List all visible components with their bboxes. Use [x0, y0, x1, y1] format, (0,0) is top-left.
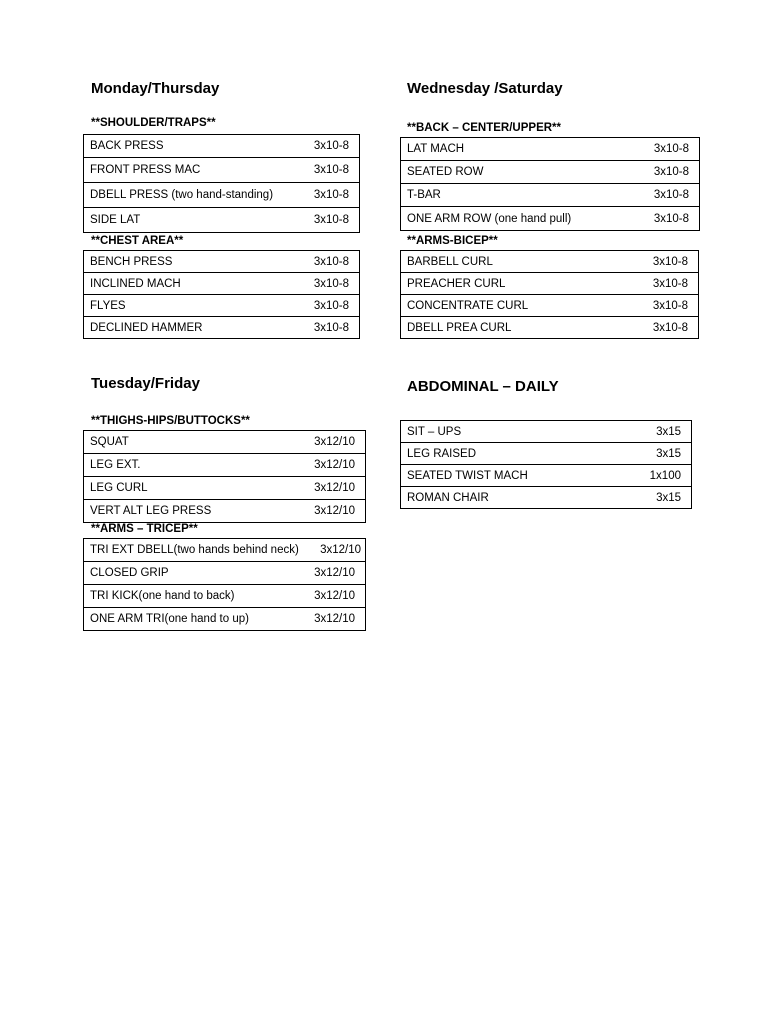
wednesday-saturday-title: Wednesday /Saturday [407, 80, 563, 97]
abdominal-daily-title: ABDOMINAL – DAILY [407, 378, 559, 395]
exercise-sets: 3x12/10 [314, 567, 355, 579]
exercise-name: FRONT PRESS MAC [90, 164, 201, 176]
exercise-sets: 3x15 [656, 447, 681, 460]
tuesday-friday-title: Tuesday/Friday [91, 375, 200, 392]
exercise-name: DBELL PRESS (two hand-standing) [90, 189, 274, 201]
exercise-name: ROMAN CHAIR [407, 491, 489, 504]
shoulder-traps-table [83, 134, 360, 233]
exercise-sets: 3x12/10 [314, 459, 355, 471]
exercise-name: BACK PRESS [90, 140, 164, 152]
exercise-sets: 3x10-8 [652, 299, 688, 312]
exercise-name: SIDE LAT [90, 214, 141, 226]
exercise-name: BENCH PRESS [90, 255, 173, 268]
table-row [84, 273, 360, 295]
exercise-sets: 3x10-8 [313, 164, 349, 176]
table-row [401, 317, 699, 339]
exercise-name: T-BAR [407, 189, 441, 201]
back-center-upper-label: **BACK – CENTER/UPPER** [407, 122, 562, 134]
thighs-hips-buttocks-label: **THIGHS-HIPS/BUTTOCKS** [91, 415, 250, 427]
exercise-name: ONE ARM ROW (one hand pull) [407, 212, 572, 225]
back-center-upper-table [400, 137, 700, 231]
exercise-sets: 3x12/10 [314, 590, 355, 602]
exercise-name: TRI EXT DBELL(two hands behind neck) [90, 544, 299, 556]
exercise-sets: 3x10-8 [313, 140, 349, 152]
arms-bicep-label: **ARMS-BICEP** [407, 235, 498, 247]
table-row [84, 585, 366, 608]
exercise-sets: 3x12/10 [314, 482, 355, 494]
exercise-name: INCLINED MACH [90, 277, 181, 290]
table-row [401, 251, 699, 273]
exercise-sets: 3x15 [656, 491, 681, 504]
table-row [84, 431, 366, 454]
exercise-sets: 3x12/10 [314, 436, 355, 448]
exercise-sets: 1x100 [649, 469, 681, 482]
exercise-name: CLOSED GRIP [90, 567, 169, 579]
table-row [84, 208, 360, 233]
arms-bicep-table [400, 250, 699, 339]
exercise-sets: 3x12/10 [314, 613, 355, 625]
exercise-name: SIT – UPS [407, 425, 462, 438]
table-row [84, 477, 366, 500]
exercise-sets: 3x12/10 [320, 544, 361, 556]
table-row [84, 158, 360, 183]
exercise-sets: 3x10-8 [313, 255, 349, 268]
table-row [401, 421, 692, 443]
shoulder-traps-label: **SHOULDER/TRAPS** [91, 117, 216, 129]
exercise-name: SEATED TWIST MACH [407, 469, 528, 482]
arms-tricep-table [83, 538, 366, 631]
exercise-sets: 3x10-8 [653, 166, 689, 178]
table-row [401, 273, 699, 295]
exercise-sets: 3x10-8 [652, 277, 688, 290]
exercise-sets: 3x12/10 [314, 505, 355, 517]
thighs-hips-buttocks-table [83, 430, 366, 523]
table-row [84, 135, 360, 158]
table-row [401, 207, 700, 231]
chest-area-table [83, 250, 360, 339]
exercise-name: LAT MACH [407, 143, 465, 155]
exercise-sets: 3x10-8 [653, 212, 689, 225]
exercise-name: VERT ALT LEG PRESS [90, 505, 212, 517]
exercise-name: DECLINED HAMMER [90, 321, 203, 334]
table-row [401, 443, 692, 465]
table-row [401, 184, 700, 207]
exercise-sets: 3x10-8 [313, 189, 349, 201]
exercise-sets: 3x15 [656, 425, 681, 438]
table-row [401, 161, 700, 184]
exercise-sets: 3x10-8 [652, 321, 688, 334]
exercise-sets: 3x10-8 [313, 299, 349, 312]
table-row [84, 454, 366, 477]
exercise-sets: 3x10-8 [653, 189, 689, 201]
exercise-sets: 3x10-8 [652, 255, 688, 268]
table-row [84, 183, 360, 208]
table-row [84, 608, 366, 631]
monday-thursday-title: Monday/Thursday [91, 80, 220, 97]
exercise-name: TRI KICK(one hand to back) [90, 590, 235, 602]
arms-tricep-label: **ARMS – TRICEP** [91, 523, 198, 535]
chest-area-label: **CHEST AREA** [91, 235, 184, 247]
table-row [84, 295, 360, 317]
exercise-name: SEATED ROW [407, 166, 484, 178]
table-row [401, 138, 700, 161]
exercise-name: ONE ARM TRI(one hand to up) [90, 613, 249, 625]
table-row [84, 251, 360, 273]
table-row [401, 295, 699, 317]
table-row [84, 317, 360, 339]
exercise-name: BARBELL CURL [407, 255, 493, 268]
exercise-sets: 3x10-8 [653, 143, 689, 155]
exercise-name: FLYES [90, 299, 126, 312]
exercise-name: DBELL PREA CURL [407, 321, 512, 334]
exercise-sets: 3x10-8 [313, 321, 349, 334]
exercise-name: LEG CURL [90, 482, 148, 494]
table-row [401, 465, 692, 487]
exercise-sets: 3x10-8 [313, 214, 349, 226]
table-row [84, 539, 366, 562]
table-row [84, 562, 366, 585]
exercise-name: SQUAT [90, 436, 129, 448]
abdominal-daily-table [400, 420, 692, 509]
exercise-name: LEG EXT. [90, 459, 141, 471]
exercise-sets: 3x10-8 [313, 277, 349, 290]
table-row [401, 487, 692, 509]
exercise-name: LEG RAISED [407, 447, 477, 460]
exercise-name: PREACHER CURL [407, 277, 506, 290]
table-row [84, 500, 366, 523]
exercise-name: CONCENTRATE CURL [407, 299, 529, 312]
